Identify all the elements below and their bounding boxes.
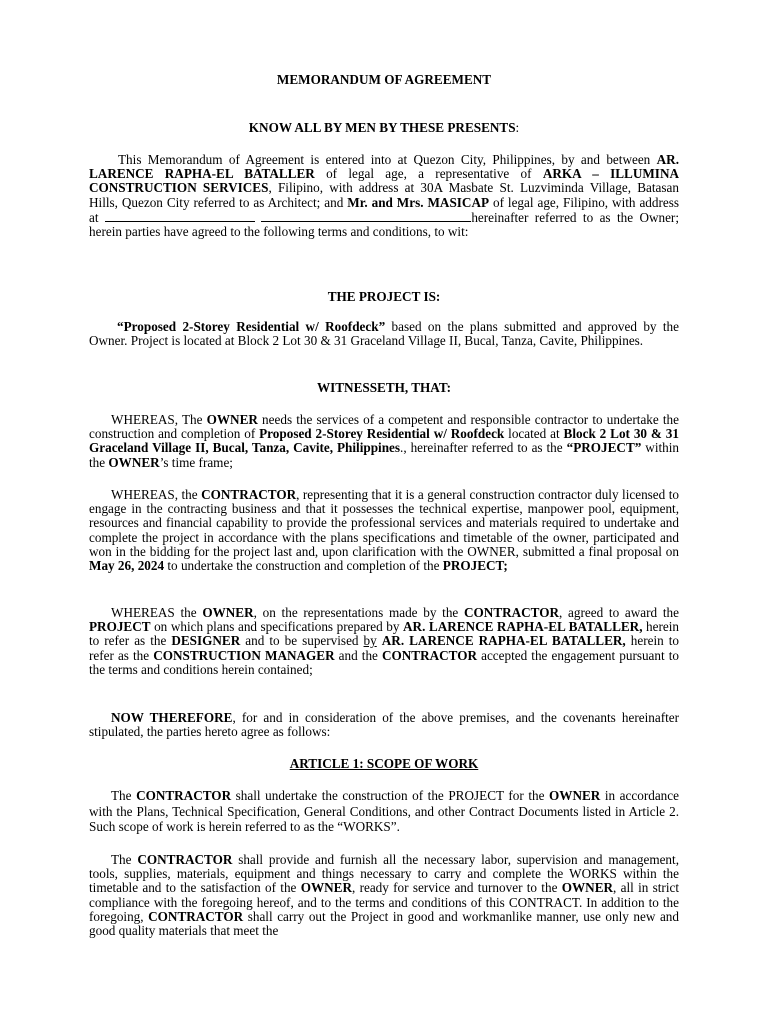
project-paragraph (89, 320, 679, 348)
address-blank-1 (105, 210, 255, 222)
w2-text-2: , representing that it is a general construction contractor duly licensed to engage in the contracting business and that it possesses the technical expertise, manpower pool, equipment, resources and financial capability to provide the professional services and materials required to undertake and complete the project in accordance with the plans specifications and timetable of the owner, participated and won in the bidding for the project last and, upon clarification with the OWNER, submitted a final proposal on (89, 487, 679, 559)
w3-text-6: and to be supervised (240, 633, 364, 649)
document-subtitle (89, 121, 679, 135)
project-name: “Proposed 2-Storey Residential w/ Roofdeck” (117, 319, 386, 334)
w1-text-7: ’s time frame; (159, 454, 233, 470)
w3-designer: DESIGNER (171, 633, 241, 649)
project-heading: THE PROJECT IS: (327, 289, 441, 304)
address-blank-2 (261, 210, 471, 222)
w3-text-1: WHEREAS the (111, 605, 203, 620)
w1-text-1: WHEREAS, The (111, 412, 207, 427)
a1p1-text-3: in accordance with the Plans, Technical Specification, General Conditions, and other Contract Documents listed in Article 2. Such scope of work is herein referred to as the “WORKS”. (89, 788, 679, 834)
w3-text-10: accepted the engagement pursuant to the terms and conditions herein contained; (89, 647, 680, 677)
w2-text-3: to undertake the construction and completion of the (164, 558, 443, 574)
w2-date: May 26, 2024 (89, 558, 165, 574)
intro-text-5: hereinafter referred to as the Owner; herein parties have agreed to the following terms and conditions, to wit: (89, 209, 679, 240)
architect-name: AR. LARENCE RAPHA-EL BATALLER (89, 152, 679, 182)
w1-text-3: located at (504, 426, 564, 442)
a1p2-text-2: shall provide and furnish all the necessary labor, supervision and management, tools, supplies, materials, equipment and things necessary to carry and complete the WORKS within the timetable and to the satisfaction of the (89, 852, 679, 896)
w1-owner-2: OWNER (108, 454, 160, 470)
w3-text-4: on which plans and specifications prepared by (150, 619, 404, 635)
w3-text-5: herein to refer as the (89, 619, 679, 649)
w2-text-1: WHEREAS, the (111, 487, 202, 502)
w2-project: PROJECT; (442, 558, 508, 574)
a1p1-contractor: CONTRACTOR (136, 788, 232, 803)
whereas-paragraph-2 (89, 488, 679, 573)
w1-text-5: , hereinafter referred to as the (403, 440, 567, 456)
w2-contractor: CONTRACTOR (201, 487, 297, 502)
a1p1-owner: OWNER (549, 788, 601, 803)
now-therefore-label: NOW THEREFORE (111, 710, 233, 725)
a1p2-text-5: shall carry out the Project in good and workmanlike manner, use only new and good quality materials that meet the (89, 908, 679, 939)
a1p2-text-3: , ready for service and turnover to the (351, 880, 562, 896)
article-1-paragraph-1 (89, 788, 679, 835)
article-1-heading: ARTICLE 1: SCOPE OF WORK (289, 756, 479, 771)
w3-text-9: and the (334, 647, 382, 663)
a1p2-text-4: , all in strict compliance with the foregoing hereof, and to the terms and conditions of this CONTRACT. In addition to the foregoing, (89, 880, 679, 924)
intro-text-2: of legal age, a representative of (314, 166, 543, 182)
subtitle-text: KNOW ALL BY MEN BY THESE PRESENTS (248, 120, 516, 135)
w1-project-term: “PROJECT” (566, 440, 642, 456)
a1p1-text-2: shall undertake the construction of the PROJECT for the (231, 788, 549, 803)
document-title: MEMORANDUM OF AGREEMENT (276, 72, 492, 87)
now-therefore-paragraph (89, 711, 679, 739)
w1-text-2: needs the services of a competent and responsible contractor to undertake the construction and completion of (89, 412, 680, 442)
a1p2-owner-2: OWNER (561, 880, 614, 896)
article-1-paragraph-2 (89, 853, 679, 938)
owner-name: Mr. and Mrs. MASICAP (347, 194, 490, 210)
w3-by: by (363, 633, 377, 649)
w1-text-4: . (400, 440, 404, 456)
intro-text-3: , Filipino, with address at 30A Masbate St. Luzviminda Village, Batasan Hills, Quezon City referred to as Architect; and (89, 180, 679, 210)
w3-manager-name: AR. LARENCE RAPHA-EL BATALLER, (381, 633, 626, 649)
w3-owner: OWNER (202, 605, 254, 620)
company-name: ARKA – ILLUMINA CONSTRUCTION SERVICES (89, 166, 679, 196)
whereas-paragraph-1 (89, 413, 679, 470)
intro-text-1: This Memorandum of Agreement is entered into at Quezon City, Philippines, by and between (118, 152, 657, 167)
w1-owner: OWNER (206, 412, 258, 427)
w1-location: Block 2 Lot 30 & 31 Graceland Village II, Bucal, Tanza, Cavite, Philippines (89, 426, 679, 456)
subtitle-colon: : (515, 120, 520, 135)
w3-contractor-2: CONTRACTOR (382, 647, 478, 663)
w1-project-name: Proposed 2-Storey Residential w/ Roofdeck (259, 426, 505, 442)
a1p2-contractor: CONTRACTOR (137, 852, 233, 867)
w3-construction-manager: CONSTRUCTION MANAGER (153, 647, 335, 663)
w3-contractor: CONTRACTOR (464, 605, 560, 620)
w1-text-6: within the (89, 440, 679, 470)
whereas-paragraph-3 (89, 606, 679, 677)
project-text: based on the plans submitted and approved by the Owner. Project is located at Block 2 Lot 30 & 31 Graceland Village II, Bucal, Tanza, Cavite, Philippines. (89, 319, 679, 349)
w3-text-2: , on the representations made by the (253, 605, 465, 620)
w3-designer-name: AR. LARENCE RAPHA-EL BATALLER, (403, 619, 643, 635)
w3-text-8: herein to refer as the (89, 633, 679, 663)
a1p2-text-1: The (111, 852, 138, 867)
intro-text-4: of legal age, Filipino, with address at (89, 194, 679, 225)
witnesseth-heading: WITNESSETH, THAT: (316, 380, 452, 395)
a1p1-text-1: The (111, 788, 137, 803)
a1p2-owner: OWNER (300, 880, 352, 896)
w3-project: PROJECT (89, 619, 151, 635)
w3-text-3: , agreed to award the (559, 605, 679, 620)
a1p2-contractor-2: CONTRACTOR (148, 908, 244, 924)
intro-paragraph (89, 153, 679, 239)
now-therefore-text: , for and in consideration of the above premises, and the covenants hereinafter stipulated, the parties hereto agree as follows: (89, 710, 680, 740)
